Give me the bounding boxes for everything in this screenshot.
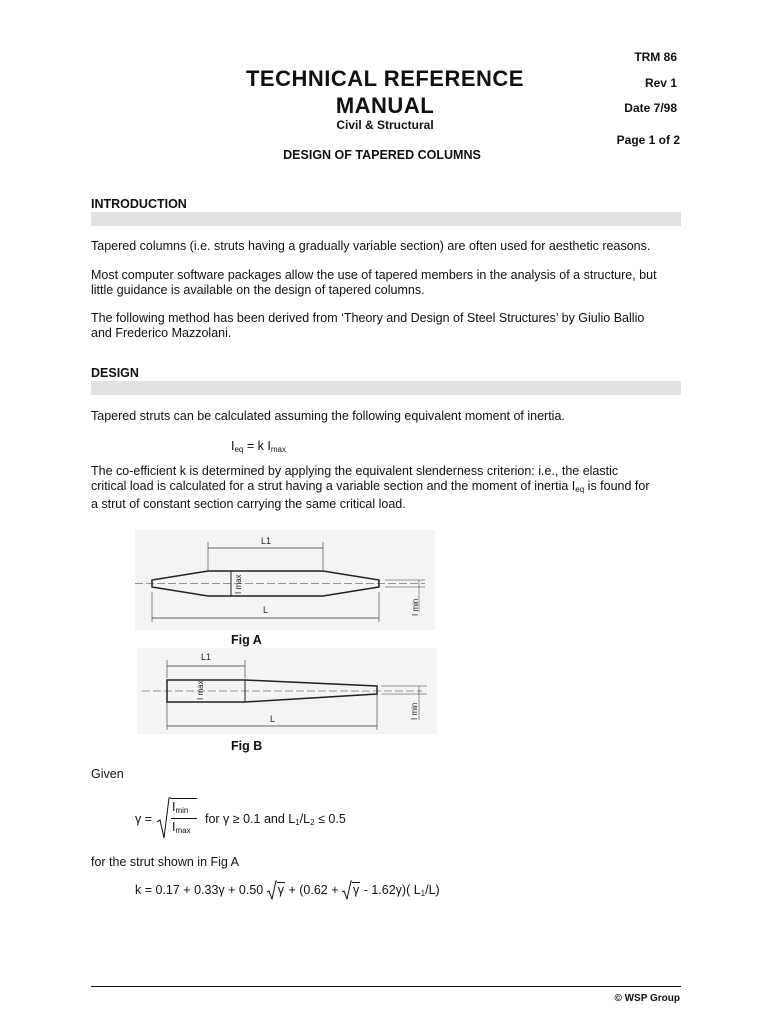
copyright: © WSP Group [614,993,680,1004]
label-imax: I max [234,574,243,594]
manual-title-line2: MANUAL [335,93,435,118]
footer-rule [91,986,681,987]
date: Date 7/98 [624,101,677,115]
section-bar [91,212,681,226]
fig-a-caption: Fig A [231,633,262,647]
equivalent-inertia-formula: $I_{eq} = k$ $I_{max}$ [231,439,286,454]
page-number: Page 1 of 2 [616,133,680,147]
fig-b-diagram [137,648,437,734]
fig-a-diagram [135,530,435,630]
label-imin: I min [411,598,420,616]
design-heading: DESIGN [91,366,139,380]
k-formula: k = 0.17 + 0.33γ + 0.50 γ + (0.62 + γ - 1.62γ)( $L_1/L$) [135,883,515,907]
label-l1: L1 [201,652,212,662]
manual-subtitle: Civil & Structural [336,118,434,132]
label-l: L [270,714,276,724]
manual-title-line1: TECHNICAL REFERENCE [245,66,524,91]
introduction-heading: INTRODUCTION [91,197,187,211]
design-paragraph-1: Tapered struts can be calculated assuming the following equivalent moment of inertia. [91,409,565,423]
label-l: L [263,605,269,615]
label-imin: I min [410,702,419,720]
strut-fig-a-text: for the strut shown in Fig A [91,855,239,869]
square-root-icon [267,880,277,900]
given-label: Given [91,767,124,781]
fig-b-caption: Fig B [231,739,263,753]
label-imax: I max [196,680,205,700]
document-title: DESIGN OF TAPERED COLUMNS [283,148,481,162]
section-bar [91,381,681,395]
label-l1: L1 [261,536,272,546]
revision: Rev 1 [644,76,677,90]
square-root-icon [157,796,171,840]
gamma-formula: γ = $I_{min}$ $I_{max}$ for γ ≥ 0.1 and $L_1/L_2 \le 0.5$ [135,796,495,842]
square-root-icon [342,880,352,900]
intro-paragraph-1: Tapered columns (i.e. struts having a gradually variable section) are often used for aesthetic reasons. [91,239,651,253]
intro-paragraph-3: The following method has been derived from ‘Theory and Design of Steel Structures’ by Giulio Ballio and Frederico Mazzolani. [91,311,645,340]
intro-paragraph-2: Most computer software packages allow the use of tapered members in the analysis of a structure, but little guidance is available on the design of tapered columns. [91,268,657,297]
design-paragraph-2: The co-efficient k is determined by applying the equivalent slenderness criterion: i.e., the elastic critical load is calculated for a strut having a variable section and the moment of inertia $I_{eq}$ is found for a strut of constant section carrying the same critical load. [91,464,650,511]
trm-number: TRM 86 [634,50,677,64]
